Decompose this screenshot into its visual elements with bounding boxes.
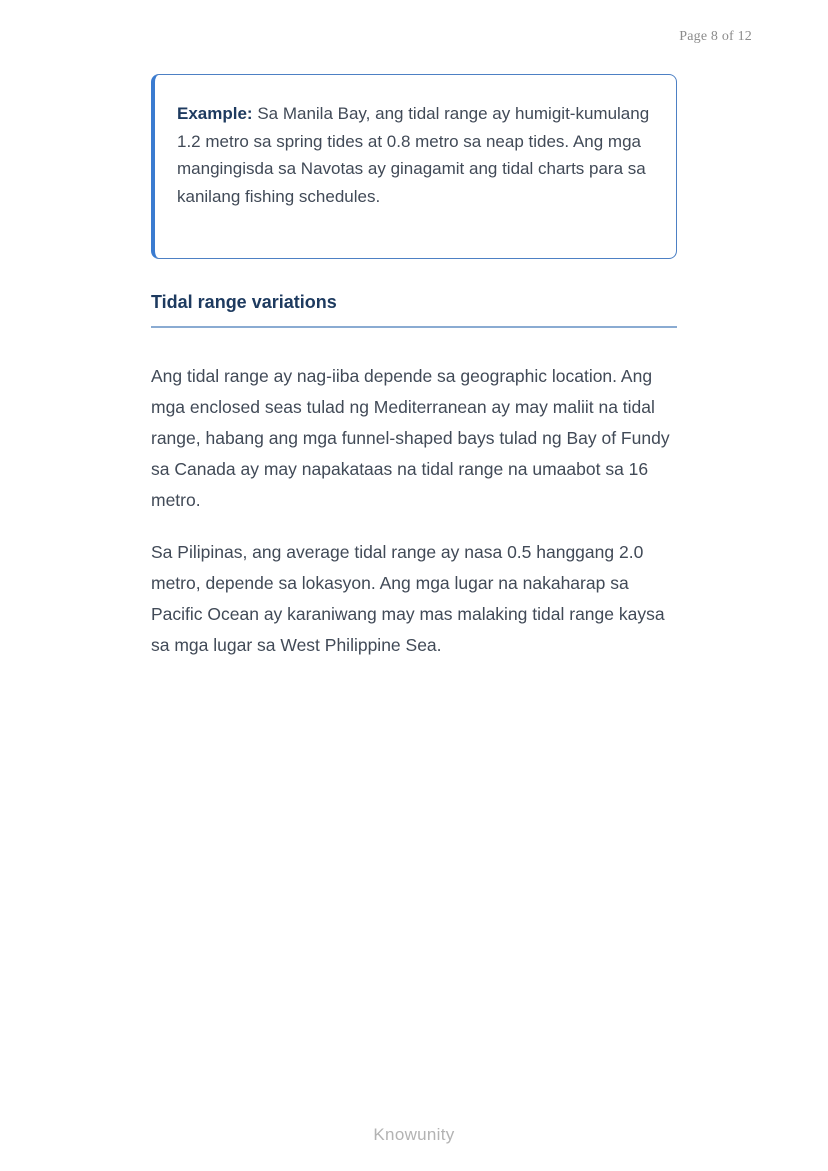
example-callout-box [151, 74, 677, 259]
body-paragraph-2: Sa Pilipinas, ang average tidal range ay nasa 0.5 hanggang 2.0 metro, depende sa lokasyon. Ang mga lugar na nakaharap sa Pacific Ocean ay karaniwang may mas malaking tidal range kaysa sa mga lugar sa West Philippine Sea. [151, 542, 665, 655]
example-label: Example: [177, 104, 253, 123]
body-paragraph-1: Ang tidal range ay nag-iiba depende sa geographic location. Ang mga enclosed seas tulad ng Mediterranean ay may maliit na tidal range, habang ang mga funnel-shaped bays tulad ng Bay of Fundy sa Canada ay may napakataas na tidal range na umaabot sa 16 metro. [151, 366, 670, 510]
page-number: Page 8 of 12 [679, 29, 752, 44]
example-text: Sa Manila Bay, ang tidal range ay humigit-kumulang 1.2 metro sa spring tides at 0.8 metro sa neap tides. Ang mga mangingisda sa Navotas ay ginagamit ang tidal charts para sa kanilang fishing schedules. [177, 104, 650, 206]
page-content [151, 74, 677, 661]
footer-brand: Knowunity [373, 1125, 455, 1144]
example-paragraph [177, 100, 652, 210]
section-heading: Tidal range variations [151, 292, 337, 312]
section-divider [151, 326, 677, 328]
